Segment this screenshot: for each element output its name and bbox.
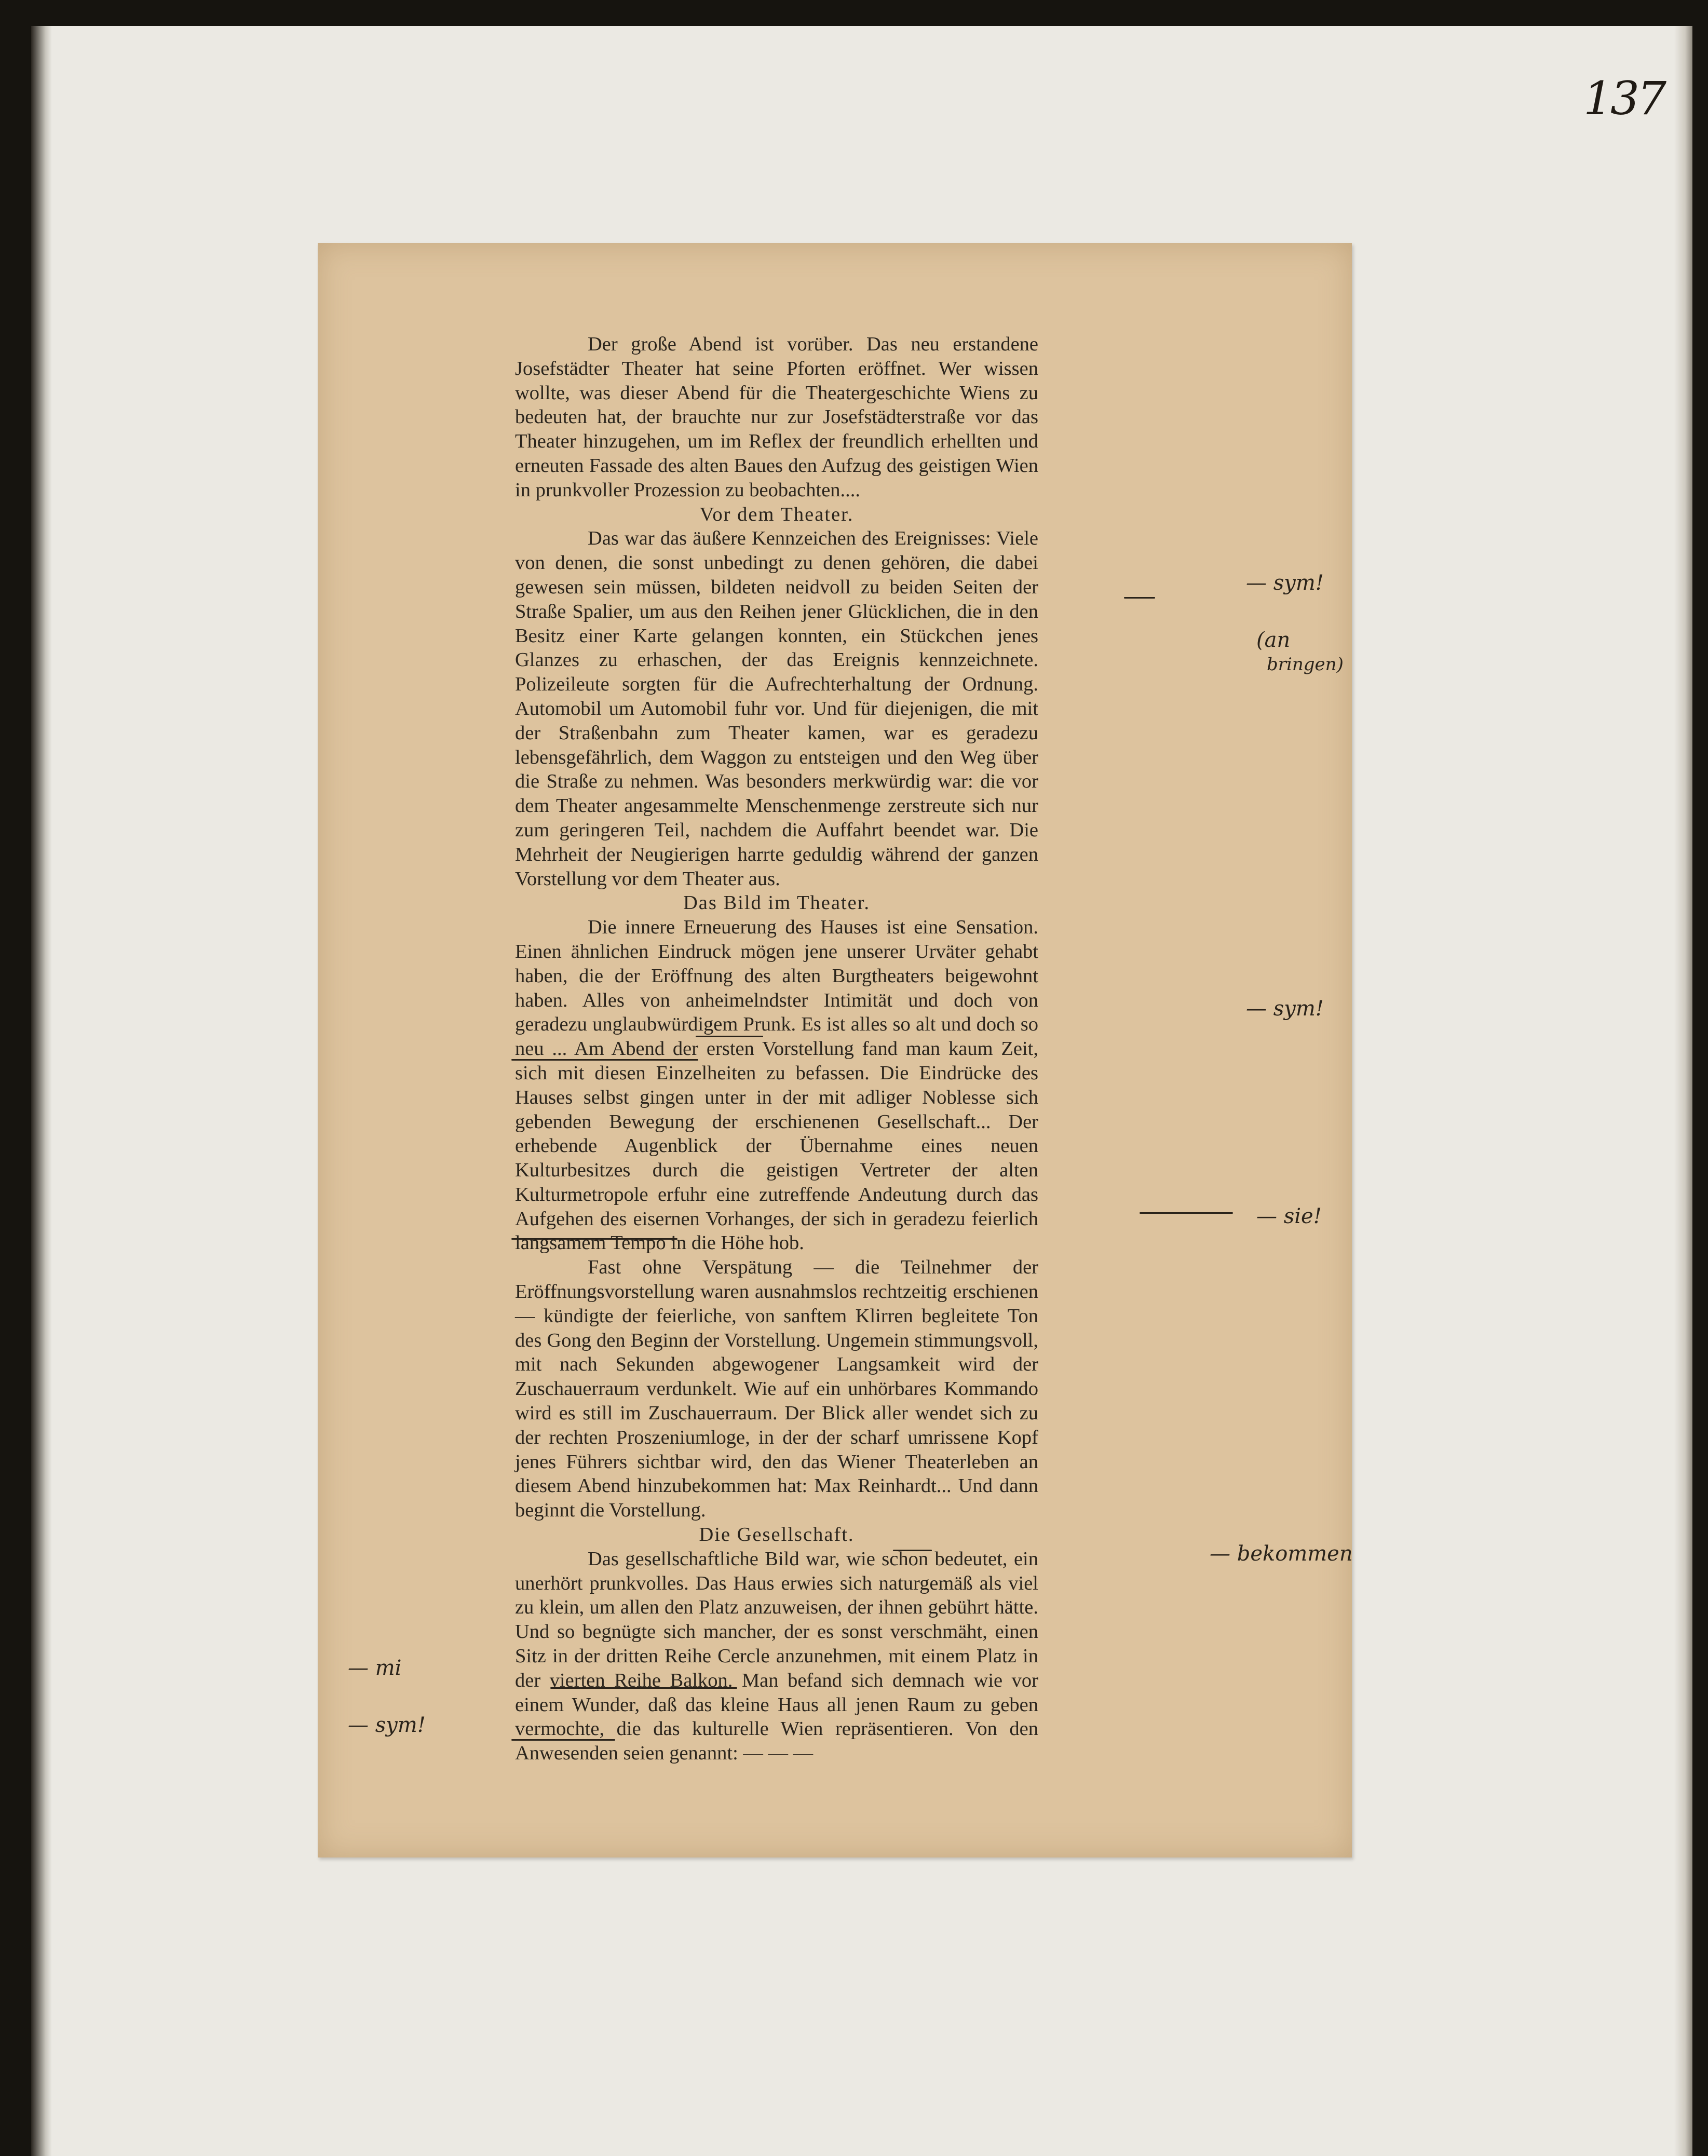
underline-mark	[1140, 1212, 1233, 1214]
margin-note: bringen)	[1267, 654, 1344, 675]
underline-mark	[511, 1238, 677, 1240]
underline-mark	[511, 1739, 615, 1741]
section-heading: Das Bild im Theater.	[683, 892, 871, 914]
margin-note: — mi	[348, 1656, 402, 1680]
folio-number: 137	[1583, 72, 1664, 125]
underline-mark	[696, 1036, 763, 1037]
page-edge	[1674, 26, 1692, 2156]
section-body: Fast ohne Verspätung — die Teilnehmer der Eröffnungsvorstellung waren ausnahmslos rechtzeitig erschienen — kündigte der feierliche, von sanftem Klirren begleitete Ton des Gong den Beginn der Vorstellung. Ungemein stimmungsvoll, mit nach Sekunden abgewogener Langsamkeit wird der Zuschauerraum verdunkelt. Wie auf ein unhörbares Kommando wird es still im Zuschauerraum. Der Blick aller wendet sich zu der rechten Proszeniumloge, in der der scharf umrissene Kopf jenes Führers sichtbar wird, den das Wiener Theaterleben an diesem Abend hinzubekommen hat: Max Reinhardt... Und dann beginnt die Vorstellung.	[515, 1256, 1038, 1522]
underline-mark	[550, 1687, 737, 1689]
margin-note: — sie!	[1256, 1204, 1322, 1228]
section-body: Das gesellschaftliche Bild war, wie schon bedeutet, ein unerhört prunkvolles. Das Haus erwies sich naturgemäß als viel zu klein, um allen den Platz anzuweisen, der ihnen gebührt hätte. Und so begnügte sich mancher, der es sonst verschmäht, einen Sitz in der dritten Reihe Cercle anzunehmen, mit einem Platz in der vierten Reihe Balkon. Man befand sich demnach wie vor einem Wunder, daß das kleine Haus all jenen Raum zu geben vermochte, die das kulturelle Wien repräsentieren. Von den Anwesenden seien genannt: — — —	[515, 1548, 1038, 1765]
section-body: Die innere Erneuerung des Hauses ist eine Sensation. Einen ähnlichen Eindruck mögen jene unserer Urväter gehabt haben, die der Eröffnung des alten Burgtheaters beigewohnt haben. Alles von anheimelndster Intimität und doch von geradezu unglaubwürdigem Prunk. Es ist alles so alt und doch so neu ... Am Abend der ersten Vorstellung fand man kaum Zeit, sich mit diesen Einzelheiten zu befassen. Die Eindrücke des Hauses selbst gingen unter in der mit adliger Noblesse sich gebenden Bewegung der erschienenen Gesellschaft... Der erhebende Augenblick der Übernahme eines neuen Kulturbesitzes durch die geistigen Vertreter der alten Kulturmetropole erfuhr eine zutreffende Andeutung durch das Aufgehen des eisernen Vorhanges, der sich in geradezu feierlich langsamem Tempo in die Höhe hob.	[515, 916, 1038, 1254]
section-heading: Vor dem Theater.	[699, 503, 854, 525]
margin-note: — bekommen	[1210, 1542, 1353, 1566]
section-body: Das war das äußere Kennzeichen des Ereignisses: Viele von denen, die sonst unbedingt zu denen gehören, die dabei gewesen sein müssen, bildeten neidvoll zu beiden Seiten der Straße Spalier, um aus den Reihen jener Glücklichen, die in den Besitz einer Karte gelangen konnten, ein Stückchen jenes Glanzes zu erhaschen, der das Ereignis kennzeichnete. Polizeileute sorgten für die Aufrechterhaltung der Ordnung. Automobil um Automobil fuhr vor. Und für diejenigen, die mit der Straßenbahn zum Theater kamen, war es geradezu lebensgefährlich, dem Waggon zu entsteigen und den Weg über die Straße zu nehmen. Was besonders merkwürdig war: die vor dem Theater angesammelte Menschenmenge zerstreute sich nur zum geringeren Teil, nachdem die Auffahrt beendet war. Die Mehrheit der Neugierigen harrte geduldig während der ganzen Vorstellung vor dem Theater aus.	[515, 527, 1038, 890]
article-text	[515, 332, 1038, 1766]
section-heading: Die Gesellschaft.	[699, 1524, 855, 1546]
underline-mark	[893, 1550, 932, 1551]
article-intro: Der große Abend ist vorüber. Das neu erstandene Josefstädter Theater hat seine Pforten eröffnet. Wer wissen wollte, was dieser Abend für die Theatergeschichte Wiens zu bedeuten hat, der brauchte nur zur Josefstädterstraße vor das Theater hinzugehen, um im Reflex der freundlich erhellten und erneuten Fassade des alten Baues den Aufzug des geistigen Wien in prunkvoller Prozession zu beobachten....	[515, 333, 1038, 501]
newspaper-clipping	[318, 243, 1352, 1857]
margin-note: — sym!	[1246, 997, 1324, 1021]
margin-note: (an	[1256, 628, 1291, 652]
binding-shadow	[31, 26, 52, 2156]
margin-note: — sym!	[1246, 571, 1324, 595]
margin-note: — sym!	[348, 1713, 426, 1737]
underline-mark	[1124, 597, 1155, 599]
underline-mark	[511, 1059, 698, 1061]
